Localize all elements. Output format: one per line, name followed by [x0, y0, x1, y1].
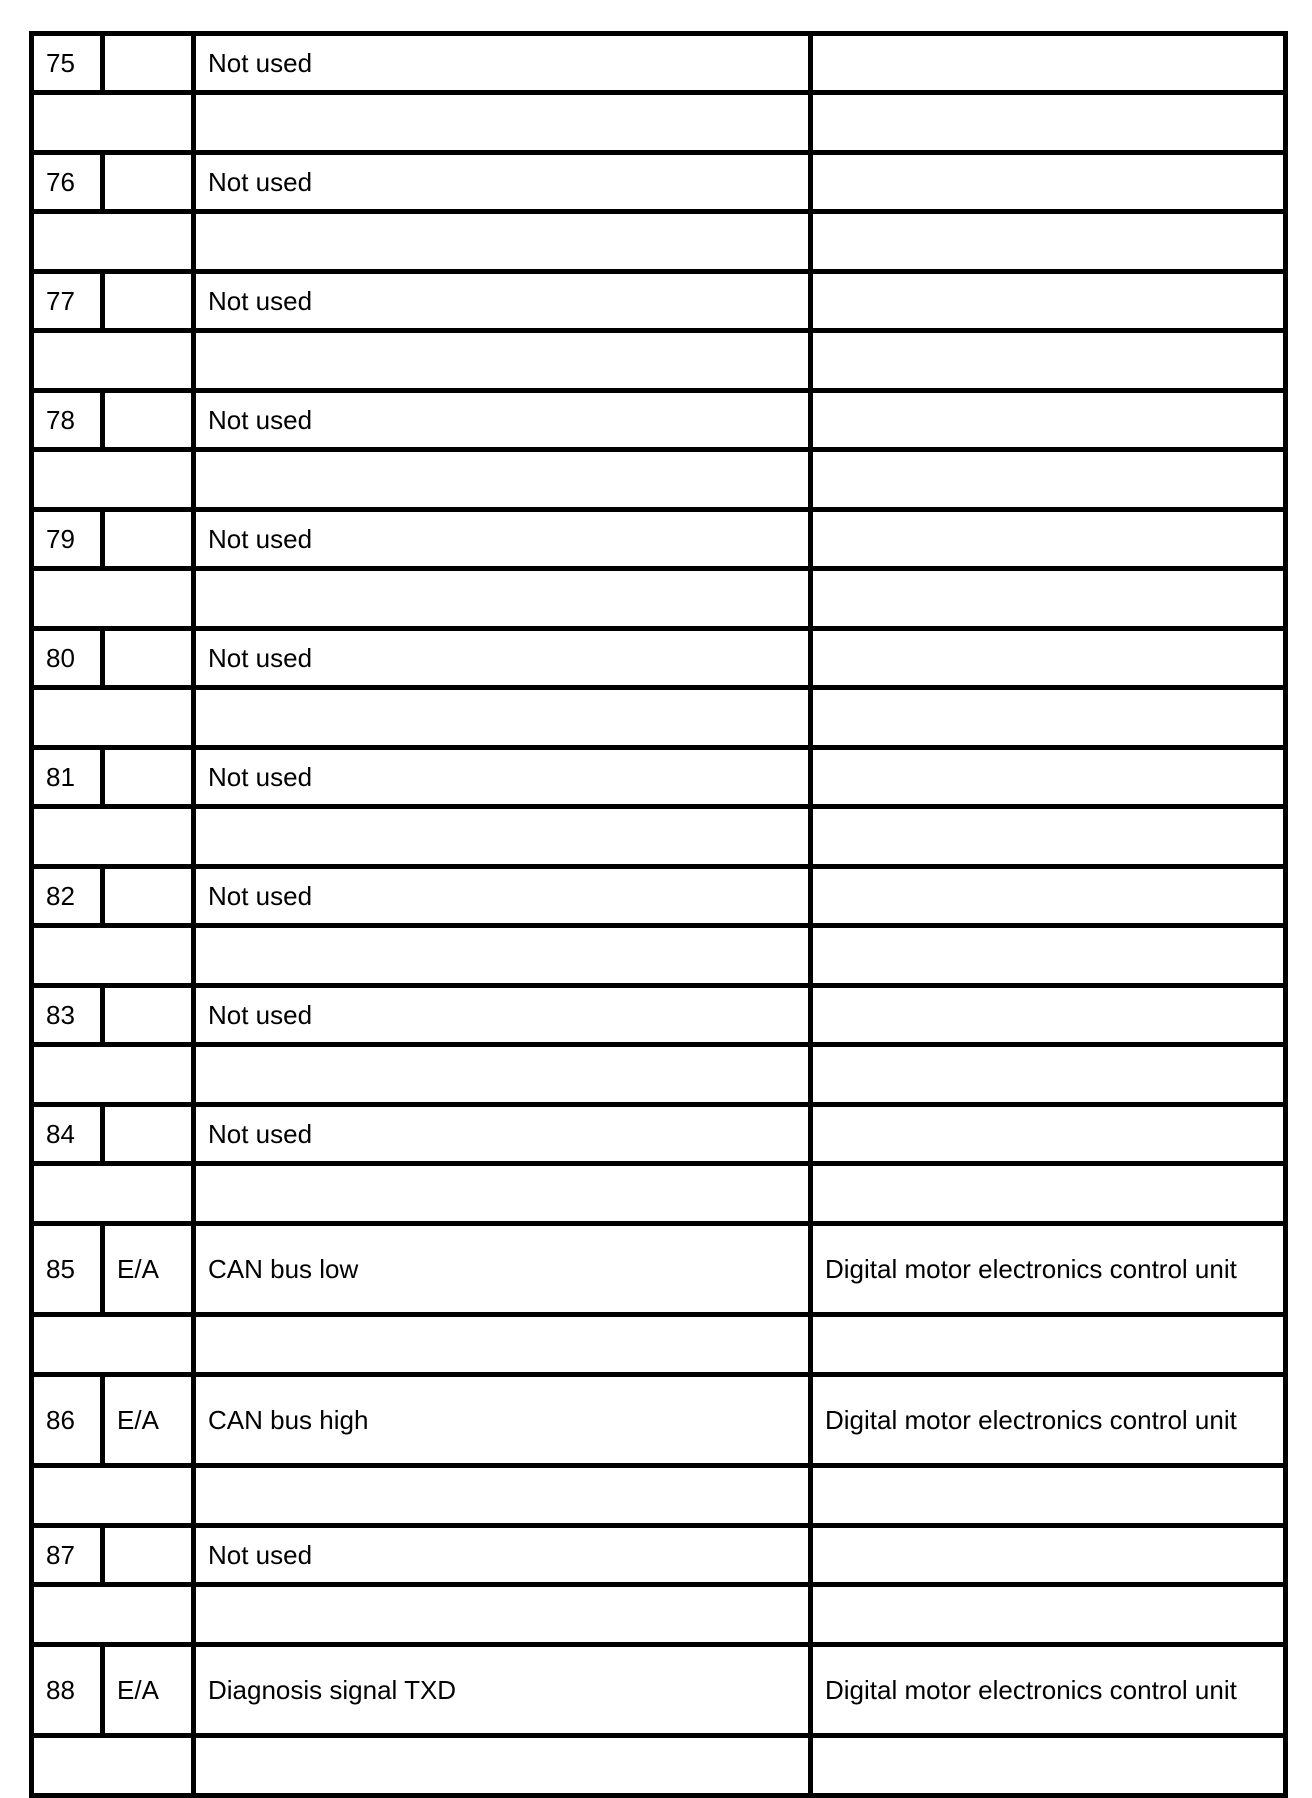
- spacer-row: [32, 450, 1286, 510]
- pin-connection: [811, 1105, 1286, 1164]
- pin-number: 81: [32, 748, 103, 807]
- spacer-cell-pin: [32, 93, 194, 153]
- pin-number: 76: [32, 153, 103, 212]
- spacer-cell-pin: [32, 1736, 194, 1796]
- spacer-cell-pin: [32, 1466, 194, 1526]
- pin-number: 88: [32, 1645, 103, 1736]
- pin-connection: [811, 867, 1286, 926]
- pin-row-83: [32, 986, 1286, 1045]
- spacer-row: [32, 1466, 1286, 1526]
- pin-number: 78: [32, 391, 103, 450]
- pin-type: E/A: [103, 1645, 194, 1736]
- pin-connection: Digital motor electronics control unit: [811, 1224, 1286, 1315]
- spacer-cell-signal: [194, 569, 811, 629]
- pin-type: E/A: [103, 1224, 194, 1315]
- pin-row-82: [32, 867, 1286, 926]
- spacer-cell-pin: [32, 926, 194, 986]
- pin-type: [103, 629, 194, 688]
- pin-row-77: [32, 272, 1286, 331]
- pin-row-85: [32, 1224, 1286, 1315]
- spacer-cell-pin: [32, 1585, 194, 1645]
- spacer-cell-connection: [811, 688, 1286, 748]
- pin-number: 86: [32, 1375, 103, 1466]
- spacer-row: [32, 688, 1286, 748]
- spacer-row: [32, 1164, 1286, 1224]
- spacer-cell-connection: [811, 1164, 1286, 1224]
- pin-signal: CAN bus low: [194, 1224, 811, 1315]
- pin-type: [103, 867, 194, 926]
- spacer-row: [32, 212, 1286, 272]
- pin-number: 84: [32, 1105, 103, 1164]
- pin-number: 75: [32, 34, 103, 93]
- pin-type: [103, 1105, 194, 1164]
- pin-signal: Not used: [194, 510, 811, 569]
- pin-row-80: [32, 629, 1286, 688]
- spacer-row: [32, 1315, 1286, 1375]
- pin-signal: Not used: [194, 34, 811, 93]
- spacer-cell-connection: [811, 807, 1286, 867]
- pin-type: E/A: [103, 1375, 194, 1466]
- spacer-cell-connection: [811, 1045, 1286, 1105]
- spacer-cell-signal: [194, 1466, 811, 1526]
- pin-number: 85: [32, 1224, 103, 1315]
- pin-connection: [811, 391, 1286, 450]
- pin-row-84: [32, 1105, 1286, 1164]
- pin-number: 83: [32, 986, 103, 1045]
- pin-signal: CAN bus high: [194, 1375, 811, 1466]
- pin-signal: Not used: [194, 272, 811, 331]
- pin-row-76: [32, 153, 1286, 212]
- spacer-cell-pin: [32, 1315, 194, 1375]
- pin-type: [103, 391, 194, 450]
- spacer-cell-signal: [194, 688, 811, 748]
- spacer-cell-connection: [811, 569, 1286, 629]
- pin-type: [103, 153, 194, 212]
- pin-signal: Not used: [194, 391, 811, 450]
- spacer-cell-signal: [194, 807, 811, 867]
- pin-row-86: [32, 1375, 1286, 1466]
- spacer-row: [32, 926, 1286, 986]
- pin-signal: Diagnosis signal TXD: [194, 1645, 811, 1736]
- spacer-cell-pin: [32, 569, 194, 629]
- pin-connection: [811, 1526, 1286, 1585]
- spacer-row: [32, 1736, 1286, 1796]
- pin-table-body: [32, 34, 1286, 1796]
- pin-connection: [811, 748, 1286, 807]
- pin-type: [103, 1526, 194, 1585]
- pin-connection: [811, 272, 1286, 331]
- spacer-cell-connection: [811, 1315, 1286, 1375]
- pin-connection: Digital motor electronics control unit: [811, 1375, 1286, 1466]
- pin-connection: [811, 629, 1286, 688]
- pin-connection: [811, 510, 1286, 569]
- spacer-cell-signal: [194, 331, 811, 391]
- spacer-cell-signal: [194, 926, 811, 986]
- spacer-cell-connection: [811, 450, 1286, 510]
- pin-row-81: [32, 748, 1286, 807]
- spacer-cell-pin: [32, 212, 194, 272]
- spacer-cell-pin: [32, 688, 194, 748]
- spacer-cell-pin: [32, 1045, 194, 1105]
- pin-type: [103, 510, 194, 569]
- spacer-cell-connection: [811, 1736, 1286, 1796]
- pin-connection: [811, 986, 1286, 1045]
- spacer-row: [32, 1585, 1286, 1645]
- pin-connection: [811, 153, 1286, 212]
- pin-number: 77: [32, 272, 103, 331]
- pin-assignment-sheet: [29, 31, 1283, 1798]
- spacer-row: [32, 569, 1286, 629]
- pin-connection: Digital motor electronics control unit: [811, 1645, 1286, 1736]
- spacer-cell-pin: [32, 450, 194, 510]
- pin-row-88: [32, 1645, 1286, 1736]
- pin-signal: Not used: [194, 153, 811, 212]
- pin-row-75: [32, 34, 1286, 93]
- pin-signal: Not used: [194, 1105, 811, 1164]
- spacer-cell-signal: [194, 1045, 811, 1105]
- pin-number: 82: [32, 867, 103, 926]
- pin-row-87: [32, 1526, 1286, 1585]
- spacer-cell-signal: [194, 1315, 811, 1375]
- pin-number: 87: [32, 1526, 103, 1585]
- spacer-row: [32, 93, 1286, 153]
- pin-signal: Not used: [194, 1526, 811, 1585]
- pin-signal: Not used: [194, 748, 811, 807]
- spacer-cell-signal: [194, 1164, 811, 1224]
- spacer-cell-pin: [32, 1164, 194, 1224]
- spacer-cell-connection: [811, 926, 1286, 986]
- spacer-cell-signal: [194, 450, 811, 510]
- pin-type: [103, 34, 194, 93]
- pin-type: [103, 986, 194, 1045]
- spacer-row: [32, 807, 1286, 867]
- pin-number: 79: [32, 510, 103, 569]
- spacer-cell-signal: [194, 1585, 811, 1645]
- spacer-cell-connection: [811, 331, 1286, 391]
- pin-row-79: [32, 510, 1286, 569]
- pin-type: [103, 748, 194, 807]
- spacer-cell-connection: [811, 93, 1286, 153]
- pin-type: [103, 272, 194, 331]
- pin-connection: [811, 34, 1286, 93]
- spacer-row: [32, 1045, 1286, 1105]
- spacer-cell-pin: [32, 331, 194, 391]
- spacer-cell-connection: [811, 1466, 1286, 1526]
- pin-signal: Not used: [194, 629, 811, 688]
- pin-signal: Not used: [194, 986, 811, 1045]
- pin-signal: Not used: [194, 867, 811, 926]
- spacer-cell-connection: [811, 1585, 1286, 1645]
- spacer-cell-pin: [32, 807, 194, 867]
- spacer-cell-signal: [194, 1736, 811, 1796]
- spacer-cell-connection: [811, 212, 1286, 272]
- spacer-cell-signal: [194, 212, 811, 272]
- pin-row-78: [32, 391, 1286, 450]
- spacer-cell-signal: [194, 93, 811, 153]
- spacer-row: [32, 331, 1286, 391]
- pin-assignment-table: [29, 31, 1288, 1798]
- pin-number: 80: [32, 629, 103, 688]
